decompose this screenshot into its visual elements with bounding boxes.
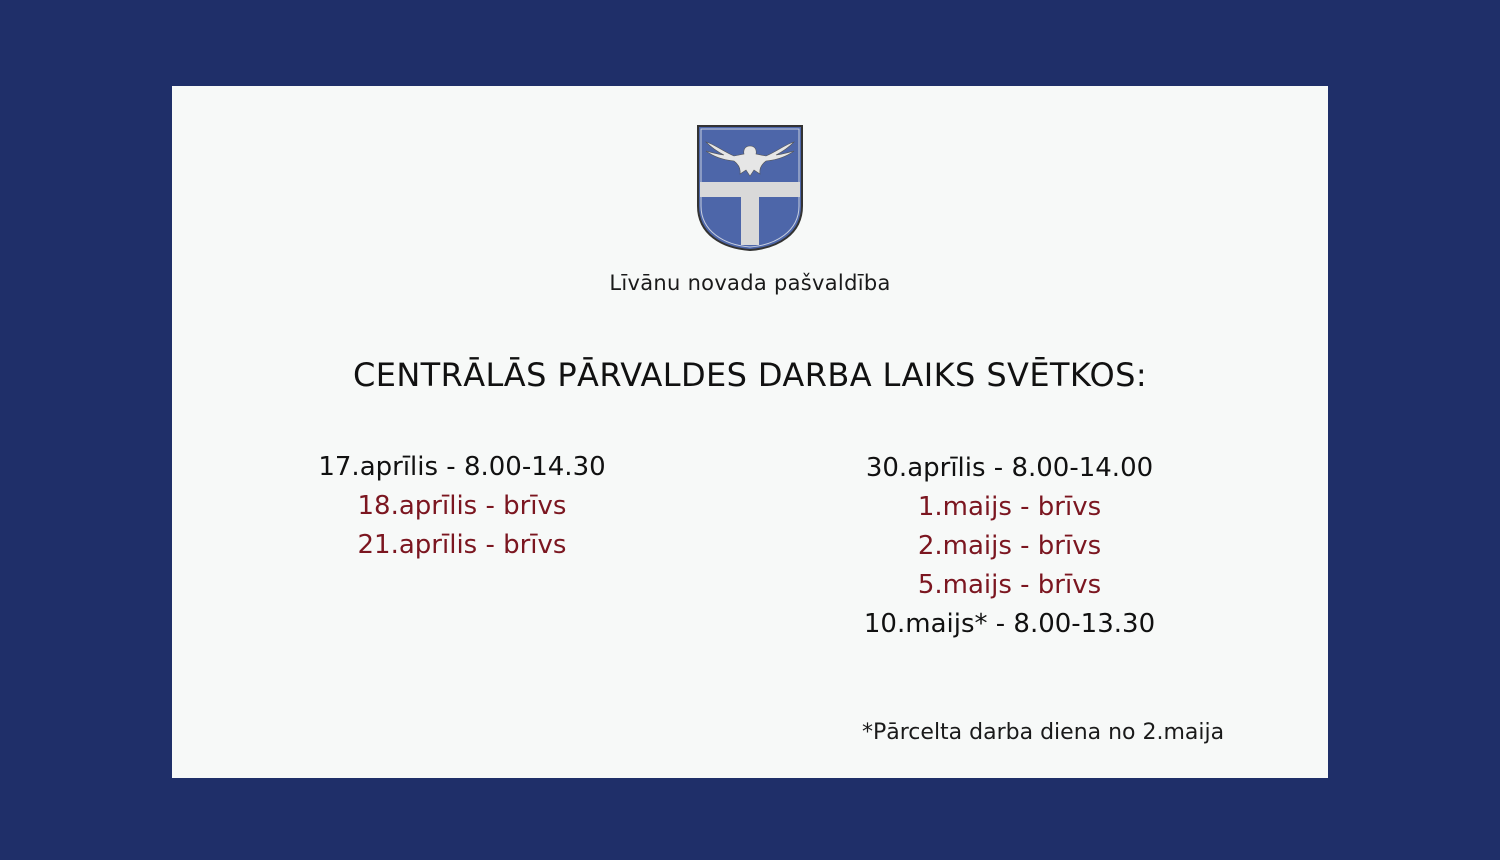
schedule-line: 17.aprīlis - 8.00-14.30 xyxy=(318,452,606,482)
page-title: CENTRĀLĀS PĀRVALDES DARBA LAIKS SVĒTKOS: xyxy=(352,356,1147,394)
schedule-line-free-day: 21.aprīlis - brīvs xyxy=(357,530,567,560)
schedule-line: 30.aprīlis - 8.00-14.00 xyxy=(865,453,1154,483)
schedule-line-free-day: 1.maijs - brīvs xyxy=(917,492,1102,522)
schedule-line-free-day: 5.maijs - brīvs xyxy=(917,570,1102,600)
announcement-card xyxy=(172,86,1328,778)
schedule-column-right xyxy=(832,449,1187,644)
coat-of-arms-icon xyxy=(696,124,804,252)
footnote: *Pārcelta darba diena no 2.maija xyxy=(862,720,1225,745)
organization-name: Līvānu novada pašvaldība xyxy=(609,271,891,295)
schedule-column-left xyxy=(292,448,632,565)
schedule-line: 10.maijs* - 8.00-13.30 xyxy=(863,609,1156,639)
schedule-line-free-day: 18.aprīlis - brīvs xyxy=(357,491,567,521)
schedule-line-free-day: 2.maijs - brīvs xyxy=(917,531,1102,561)
